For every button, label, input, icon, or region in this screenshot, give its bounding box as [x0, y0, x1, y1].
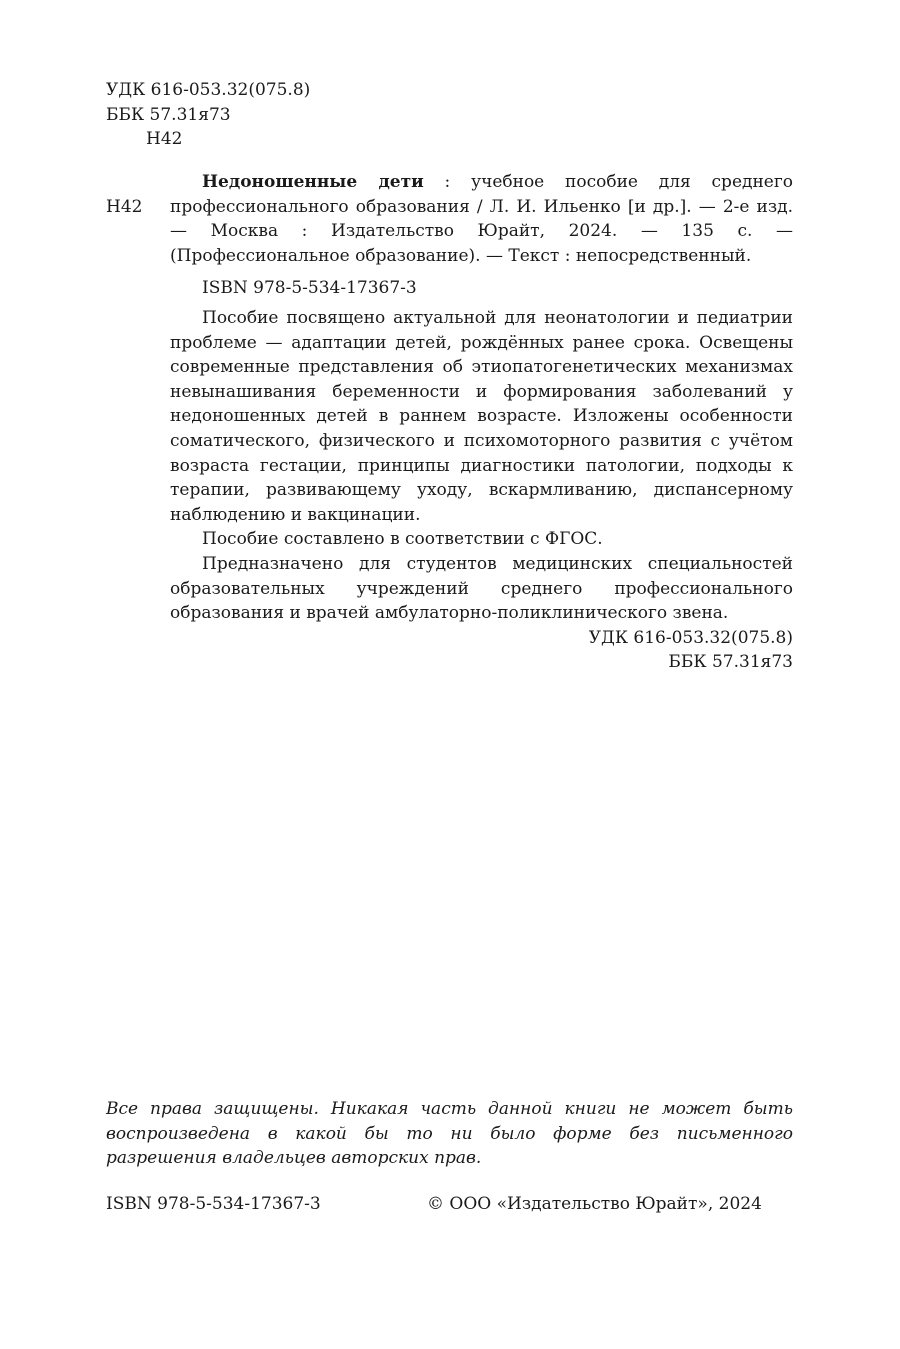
udk-code: УДК 616-053.32(075.8) [106, 80, 311, 100]
author-code: Н42 [146, 129, 183, 150]
udk-code-footer: УДК 616-053.32(075.8) [588, 627, 793, 648]
abstract [170, 306, 793, 675]
rights-notice: Все права защищены. Никакая часть данной книги не может быть воспроизведена в какой бы то ни было форме без письменного разрешения владельцев авторских прав. [106, 1099, 793, 1169]
entry-description [170, 170, 793, 268]
bbk-code-footer: ББК 57.31я73 [668, 652, 793, 673]
abstract-paragraph: Пособие составлено в соответствии с ФГОС. [202, 529, 603, 550]
abstract-paragraph: Предназначено для студентов медицинских специальностей образовательных учреждений среднего профессионального образования и врачей амбулаторно-поликлинического звена. [170, 553, 793, 624]
entry-side-code: Н42 [106, 197, 143, 217]
abstract-paragraph: Пособие посвящено актуальной для неонатологии и педиатрии проблеме — адаптации детей, рождённых ранее срока. Освещены современные представления об этиопатогенетических механизмах невынашивания беременности и формирования заболеваний у недоношенных детей в раннем возрасте. Изложены особенности соматического, физического и психомоторного развития с учётом возраста гестации, принципы диагностики патологии, подходы к терапии, развивающему уходу, вскармливанию, диспансерному наблюдению и вакцинации. [170, 308, 793, 525]
book-title: Недоношенные дети [202, 172, 424, 192]
bbk-code: ББК 57.31я73 [106, 104, 231, 125]
footer-isbn: ISBN 978-5-534-17367-3 [106, 1194, 321, 1214]
isbn-block [170, 276, 793, 301]
entry-details: : учебное пособие для среднего профессионального образования / Л. И. Ильенко [и др.]. — 2-е изд. — Москва : Издательство Юрайт, 2024. — 135 с. — (Профессиональное образование). — Текст : непосредственный. [170, 172, 794, 266]
classification-header [106, 78, 310, 152]
bibliographic-entry [170, 170, 793, 268]
entry-isbn: ISBN 978-5-534-17367-3 [202, 278, 417, 298]
footer-copyright: © ООО «Издательство Юрайт», 2024 [427, 1194, 762, 1214]
